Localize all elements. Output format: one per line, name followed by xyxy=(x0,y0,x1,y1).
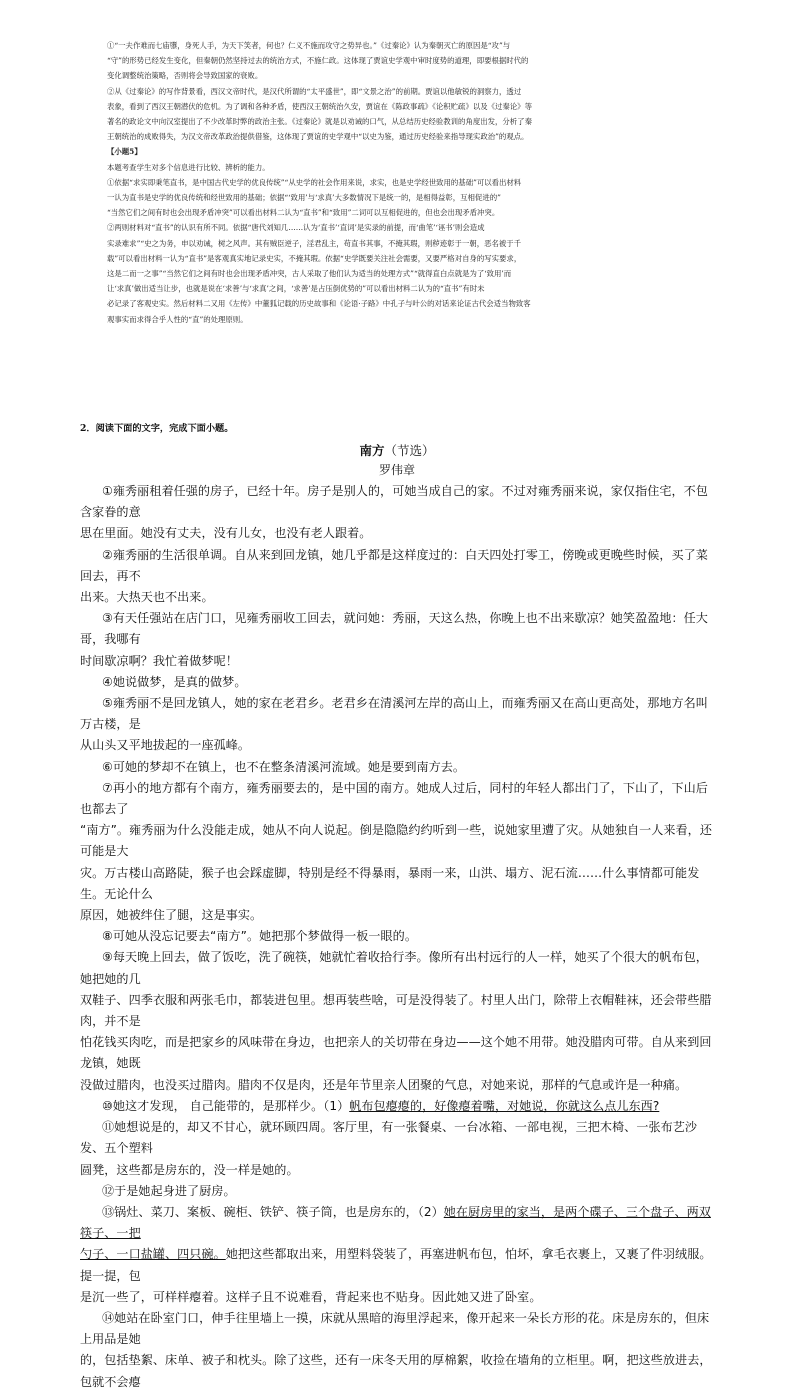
paragraph-line: 怕花钱买肉吃，而是把家乡的风味带在身边，也把亲人的关切带在身边——这个她不用带。她没腊肉可带。自从来到回龙镇，她既 xyxy=(80,1035,712,1071)
answer-explanation xyxy=(107,38,715,327)
paragraph-line: 灾。万古楼山高路陡，猴子也会踩虚脚，特别是经不得暴雨，暴雨一来，山洪、塌方、泥石流……什么事情都可能发生。无论什么 xyxy=(80,865,700,901)
answer-line: 一认为直书是史学的优良传统和经世致用的基础；依据“‘致用’与‘求真’大多数情况下是统一的，是相得益彰，互相促进的” xyxy=(107,193,501,203)
answer-line: “守”的形势已经发生变化，但秦朝仍然坚持过去的统治方式，不施仁政。这体现了贾谊史学观中审时度势的道理，即要根据时代的 xyxy=(107,56,529,66)
paragraph-line: ⑫于是她起身进了厨房。 xyxy=(102,1183,236,1198)
paragraph-line: 没做过腊肉，也没买过腊肉。腊肉不仅是肉，还是年节里亲人团聚的气息，对她来说，那样的气息或许是一种痛。 xyxy=(80,1077,688,1092)
answer-line: 观事实而求得合乎人性的“直”的处理原则。 xyxy=(107,314,248,324)
paragraph-text: 她把这些都取出来，用塑料袋装了，再塞进帆布包，怕坏，拿毛衣裹上，又裹了件羽绒服。提一提，包 xyxy=(80,1247,712,1283)
paragraph-line: 圆凳，这些都是房东的，没一样是她的。 xyxy=(80,1162,299,1177)
answer-line: ①“一夫作难而七庙隳，身死人手，为天下笑者，何也？仁义不施而攻守之势异也。”《过秦论》认为秦朝灭亡的原因是“攻”与 xyxy=(107,41,511,50)
answer-line: 王朝统治的成败得失，为汉文帝改革政治提供借鉴，这体现了贾谊的史学观中“以史为鉴，通过历史经验来指导现实政治”的观点。 xyxy=(107,132,529,142)
answer-line: 著名的政论文中向汉室提出了不少改革时弊的政治主张。《过秦论》就是以劝诫的口气，从总结历史经验教训的角度出发，分析了秦 xyxy=(107,117,532,127)
paragraph-text: ⑬锅灶、菜刀、案板、碗柜、铁铲、筷子筒，也是房东的，（2） xyxy=(102,1204,444,1219)
article-title xyxy=(0,441,794,459)
paragraph-line: 思在里面。她没有丈夫，没有儿女，也没有老人跟着。 xyxy=(80,526,372,541)
paragraph-line: 双鞋子、四季衣服和两张毛巾，都装进包里。想再装些啥，可是没得装了。村里人出门，除带上衣帽鞋袜，还会带些腊肉，并不是 xyxy=(80,992,712,1029)
paragraph-line: 是沉一些了，可样样瘪着。这样子且不说难看，背起来也不贴身。因此她又进了卧室。 xyxy=(80,1289,542,1304)
answer-line: 变化调整统治策略，否则将会导致国家的衰败。 xyxy=(107,71,263,81)
underlined-sentence-2-cont: 勺子、一口盐罐、四只碗。 xyxy=(80,1247,226,1262)
answer-line: 必记录了客观史实。然后材料二又用《左传》中董狐记载的历史故事和《论语·子路》中孔子与叶公的对话来论证古代会适当物致客 xyxy=(107,299,531,309)
paragraph-line: 的，包括垫絮、床单、被子和枕头。除了这些，还有一床冬天用的厚棉絮，收捡在墙角的立柜里。啊，把这些放进去，包就不会瘪 xyxy=(80,1353,712,1389)
paragraph-line: ⑤雍秀丽不是回龙镇人，她的家在老君乡。老君乡在清溪河左岸的高山上，而雍秀丽又在高山更高处，那地方名叫万古楼，是 xyxy=(80,696,708,732)
paragraph-line: ⑨每天晚上回去，做了饭吃，洗了碗筷，她就忙着收拾行李。像所有出村远行的人一样，她买了个很大的帆布包，她把她的几 xyxy=(80,950,708,986)
paragraph-line: 时间歇凉啊？我忙着做梦呢！ xyxy=(80,653,238,668)
paragraph-line xyxy=(80,1096,720,1117)
paragraph-line: ③有天任强站在店门口，见雍秀丽收工回去，就问她：秀丽，天这么热，你晚上也不出来歇凉？她笑盈盈地：任大哥，我哪有 xyxy=(80,611,708,647)
paragraph-line: ⑭她站在卧室门口，伸手往里墙上一摸，床就从黑暗的海里浮起来，像开起来一朵长方形的花。床是房东的，但床上用品是她 xyxy=(80,1310,710,1347)
answer-line: ②从《过秦论》的写作背景看，西汉文帝时代，是汉代所谓的“太平盛世”，即“文景之治”的前期。贾谊以他敏锐的洞察力，透过 xyxy=(107,86,522,96)
answer-line: 载”可以看出材料一认为“直书”是客观真实地记录史实，不掩其瑕。依据“史学既要关注社会需要，又要严格对自身的写实要求， xyxy=(107,253,522,263)
answer-line: 表象，看到了西汉王朝潜伏的危机。为了调和各种矛盾，使西汉王朝统治久安，贾谊在《陈政事疏》《论积贮疏》以及《过秦论》等 xyxy=(107,101,532,111)
answer-line: 让‘求真’做出适当让步，也就是说在‘求善’与‘求真’之间，‘求善’是占压倒优势的”可以看出材料二认为的“直书”有时未 xyxy=(107,284,485,294)
paragraph-line: ⑧可她从没忘记要去“南方”。她把那个梦做得一板一眼的。 xyxy=(102,929,417,944)
paragraph-line: “南方”。雍秀丽为什么没能走成，她从不向人说起。倒是隐隐约约听到一些，说她家里遭了灾。从她独自一人来看，还可能是大 xyxy=(80,823,712,859)
answer-line: ①依据“求实即秉笔直书，是中国古代史学的优良传统”“从史学的社会作用来说，求实，也是史学经世致用的基础”可以看出材料 xyxy=(107,177,522,187)
answer-line: ②两则材料对“直书”的认识有所不同。依据“唐代刘知几……认为‘直书’‘直词’是实录的前提，而‘曲笔’‘诬书’则会造成 xyxy=(107,223,485,233)
paragraph-line xyxy=(80,1202,720,1244)
paragraph-line: ⑥可她的梦却不在镇上，也不在整条清溪河流域。她是要到南方去。 xyxy=(102,759,466,774)
paragraph-line: ④她说做梦，是真的做梦。 xyxy=(102,674,247,689)
paragraph-line: 出来。大热天也不出来。 xyxy=(80,590,214,605)
answer-line: 本题考查学生对多个信息进行比较、辨析的能力。 xyxy=(107,162,270,172)
paragraph-line: ⑪她想说是的，却又不甘心，就环顾四周。客厅里，有一张餐桌、一台冰箱、一部电视，三把木椅、一张布艺沙发、五个塑料 xyxy=(80,1120,698,1156)
title-note: （节选） xyxy=(384,443,435,458)
paragraph-text: ⑩她这才发现， 自己能带的，是那样少。（1） xyxy=(102,1098,350,1113)
answer-line: 实录难求”“史之为务，申以劝诫，树之风声。其有贼臣逆子，淫君乱主，苟直书其事，不掩其瑕，则秽迹彰于一朝，恶名被于千 xyxy=(107,238,522,248)
underlined-sentence-2: 她在厨房里的家当，是两个碟子、三个盘子、两双筷子、一把 xyxy=(80,1204,711,1241)
question-heading: 2．阅读下面的文字，完成下面小题。 xyxy=(80,423,234,434)
answer-line: “当然它们之间有时也会出现矛盾冲突”可以看出材料二认为“直书”和“致用”二词可以互相促进的，但也会出现矛盾冲突。 xyxy=(107,208,500,218)
article-author: 罗伟章 xyxy=(378,463,415,477)
title-text: 南方 xyxy=(359,443,385,458)
article-body xyxy=(80,481,720,1393)
answer-line: 这是二而一之事”“当然它们之间有时也会出现矛盾冲突，古人采取了他们认为适当的处理方式”“就得直白点就是为了‘致用’而 xyxy=(107,269,512,279)
sub-question-label: 【小题5】 xyxy=(107,147,142,157)
paragraph-line: ①雍秀丽租着任强的房子，已经十年。房子是别人的，可她当成自己的家。不过对雍秀丽来说，家仅指住宅，不包含家眷的意 xyxy=(80,484,708,520)
paragraph-line: ⑦再小的地方都有个南方，雍秀丽要去的，是中国的南方。她成人过后，同村的年轻人都出门了，下山了，下山后也都去了 xyxy=(80,780,708,817)
paragraph-line: 从山头又平地拔起的一座孤峰。 xyxy=(80,738,251,753)
paragraph-line: ②雍秀丽的生活很单调。自从来到回龙镇，她几乎都是这样度过的：白天四处打零工，傍晚或更晚些时候，买了菜回去，再不 xyxy=(80,547,708,583)
underlined-sentence-1: 帆布包瘪瘪的，好像瘪着嘴，对她说，你就这么点儿东西? xyxy=(349,1098,660,1113)
paragraph-line xyxy=(80,1244,720,1286)
paragraph-line: 原因，她被绊住了腿，这是事实。 xyxy=(80,908,263,923)
